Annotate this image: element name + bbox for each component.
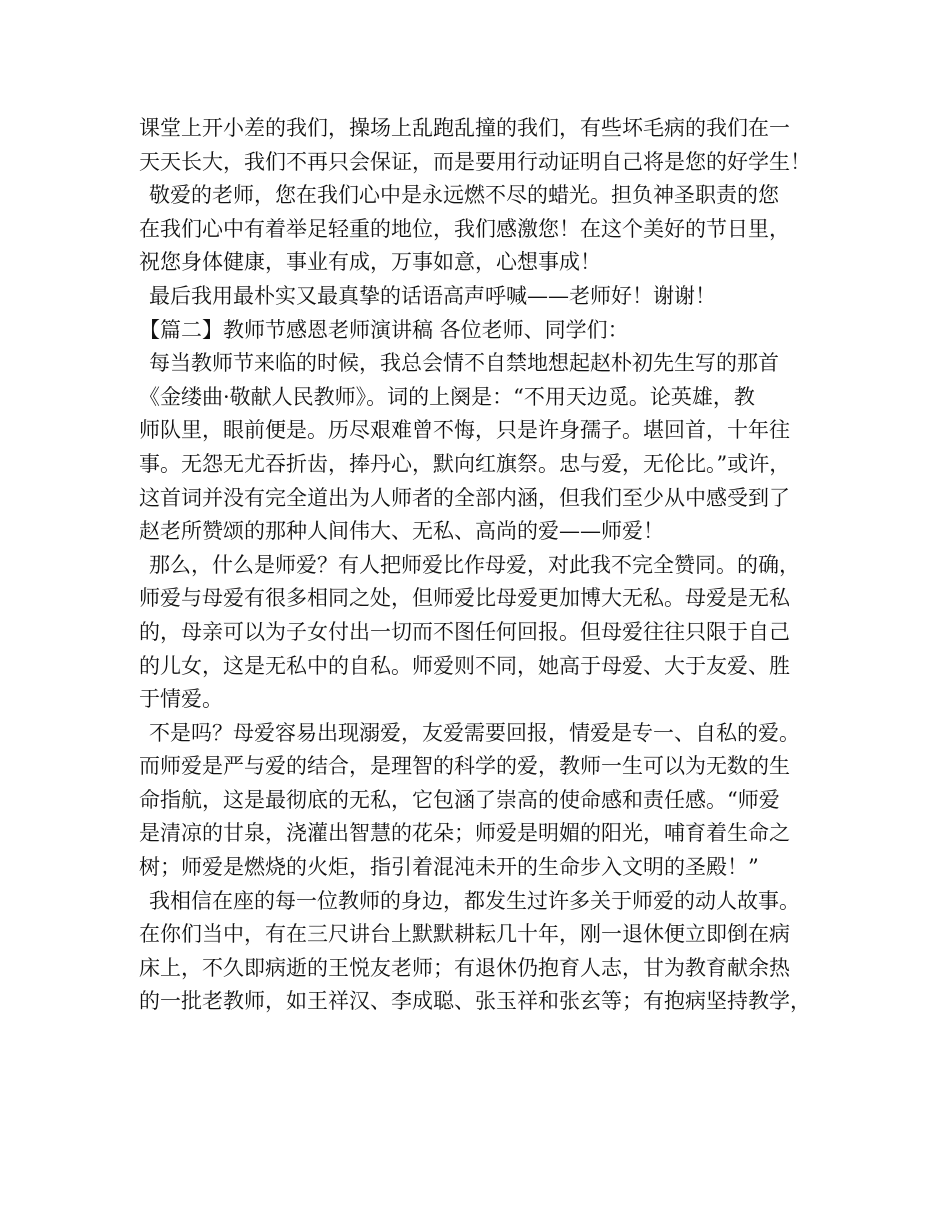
paragraph-start-line: 我相信在座的每一位教师的身边，都发生过许多关于师爱的动人故事。 <box>149 888 800 913</box>
paragraph-start-line: 不是吗？母爱容易出现溺爱，友爱需要回报，情爱是专一、自私的爱。 <box>149 720 800 745</box>
paragraph-start-line: 最后我用最朴实又最真挚的话语高声呼喊——老师好！谢谢！ <box>149 283 716 308</box>
text-line: 师爱与母爱有很多相同之处，但师爱比母爱更加博大无私。母爱是无私 <box>139 586 790 611</box>
section-heading-line: 【篇二】教师节感恩老师演讲稿 各位老师、同学们： <box>139 317 629 342</box>
text-line: 课堂上开小差的我们，操场上乱跑乱撞的我们，有些坏毛病的我们在一 <box>139 116 790 140</box>
document-body <box>139 112 829 1019</box>
text-line: 而师爱是严与爱的结合，是理智的科学的爱，教师一生可以为无数的生 <box>139 754 790 779</box>
text-line: 的，母亲可以为子女付出一切而不图任何回报。但母爱往往只限于自己 <box>139 619 790 644</box>
text-line: 的一批老教师，如王祥汉、李成聪、张玉祥和张玄等；有抱病坚持教学， <box>139 989 811 1014</box>
text-line: 床上，不久即病逝的王悦友老师；有退休仍抱育人志，甘为教育献余热 <box>139 955 790 980</box>
text-line: 师队里，眼前便是。历尽艰难曾不悔，只是许身孺子。堪回首，十年往 <box>139 418 790 443</box>
paragraph-start-line: 每当教师节来临的时候，我总会情不自禁地想起赵朴初先生写的那首 <box>149 351 779 376</box>
text-line: 是清凉的甘泉，浇灌出智慧的花朵；师爱是明媚的阳光，哺育着生命之 <box>139 821 790 846</box>
text-line: 赵老所赞颂的那种人间伟大、无私、高尚的爱——师爱！ <box>139 519 664 544</box>
text-line: 在你们当中，有在三尺讲台上默默耕耘几十年，刚一退休便立即倒在病 <box>139 922 790 947</box>
text-line: 在我们心中有着举足轻重的地位，我们感激您！在这个美好的节日里， <box>139 216 790 241</box>
text-line: 这首词并没有完全道出为人师者的全部内涵，但我们至少从中感受到了 <box>139 485 790 510</box>
text-line: 《金缕曲·敬献人民教师》。词的上阕是：“不用天边觅。论英雄，教 <box>139 384 755 409</box>
text-line: 祝您身体健康，事业有成，万事如意，心想事成！ <box>139 250 601 275</box>
text-line: 天天长大，我们不再只会保证，而是要用行动证明自己将是您的好学生！ <box>139 149 811 174</box>
paragraph-start-line: 那么，什么是师爱？有人把师爱比作母爱，对此我不完全赞同。的确， <box>149 552 800 577</box>
text-line: 于情爱。 <box>139 687 223 712</box>
text-line: 事。无怨无尤吞折齿，捧丹心，默向红旗祭。忠与爱，无伦比。”或许， <box>139 451 791 476</box>
text-line: 树；师爱是燃烧的火炬，指引着混沌未开的生命步入文明的圣殿！” <box>139 855 759 880</box>
text-line: 的儿女，这是无私中的自私。师爱则不同，她高于母爱、大于友爱、胜 <box>139 653 790 678</box>
text-line: 命指航，这是最彻底的无私，它包涵了崇高的使命感和责任感。“师爱 <box>139 787 780 812</box>
paragraph-start-line: 敬爱的老师，您在我们心中是永远燃不尽的蜡光。担负神圣职责的您 <box>149 183 779 208</box>
